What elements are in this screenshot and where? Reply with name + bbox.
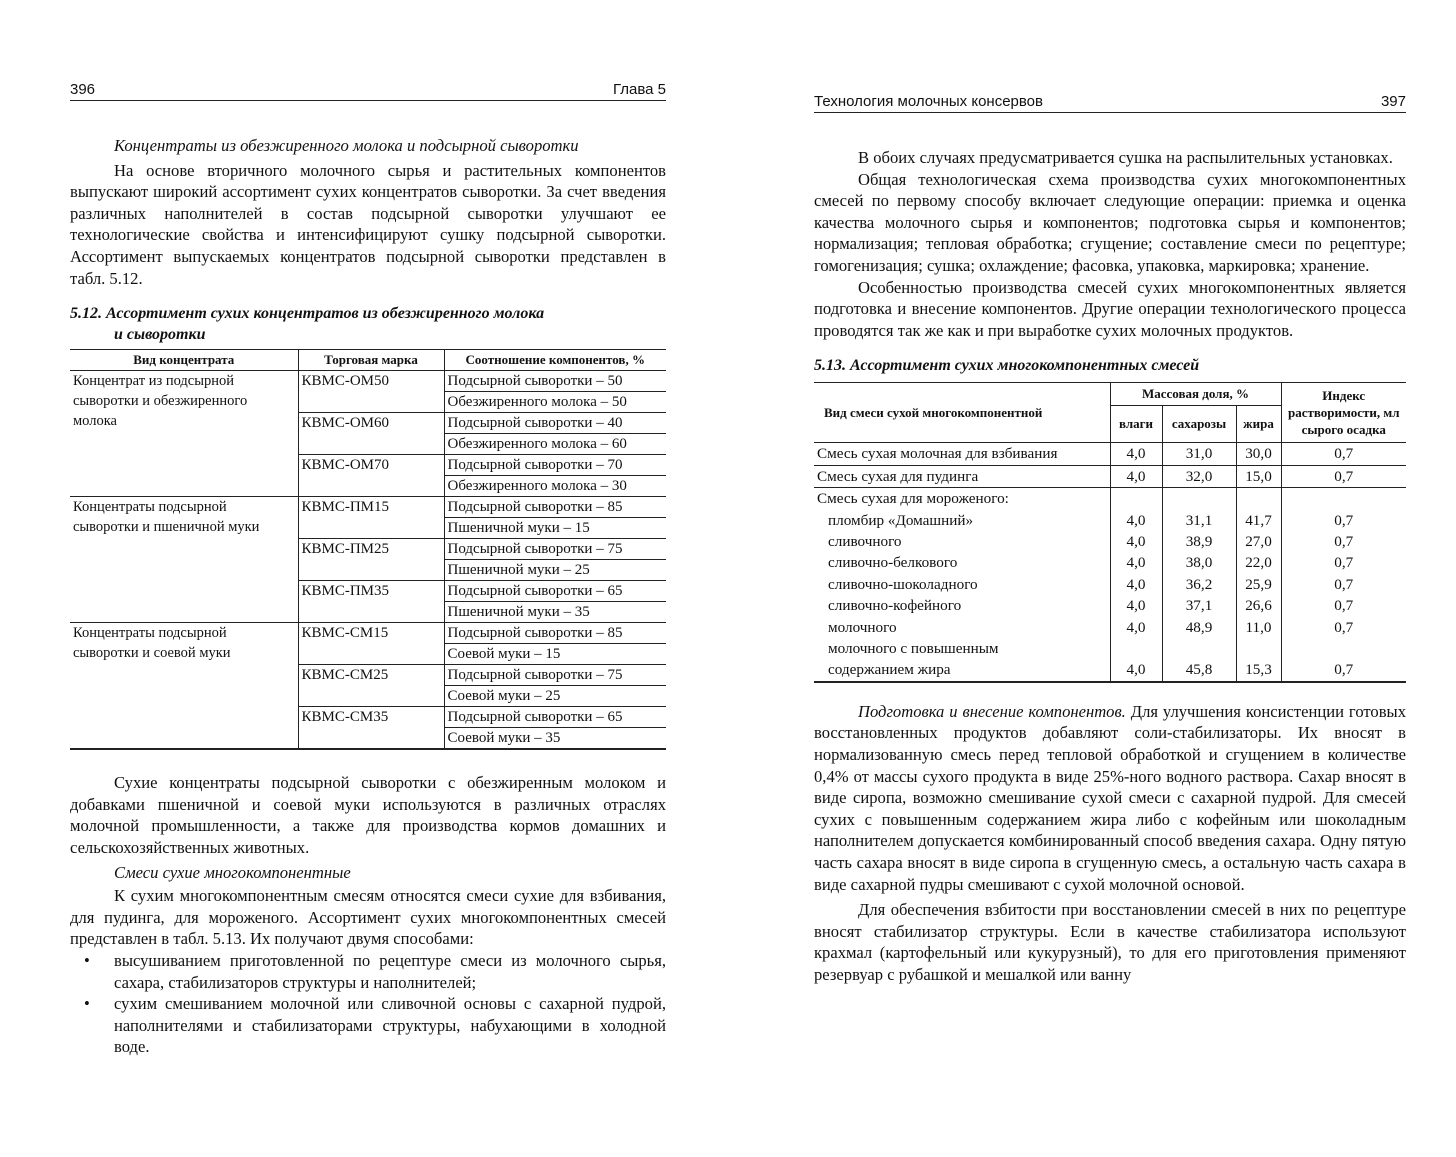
paragraph-scheme: Общая технологическая схема производства сухих многокомпонентных смесей по первому способу включает следующие операции: приемка и оценка качества молочного сырья и компонентов; подготовка сырья и компонентов; нормализация; тепловая обработка; сгущение; составление смеси по рецептуре; гомогенизация; сушка; охлаждение; фасовка, упаковка, маркировка; хранение. [814, 169, 1406, 275]
table-row [814, 510, 1406, 531]
sucrose-value: 38,0 [1162, 552, 1236, 573]
left-running-header [70, 78, 666, 101]
trade-mark: КВМС-ОМ60 [298, 413, 444, 455]
table-row [814, 574, 1406, 595]
list-item: • сухим смешиванием молочной или сливочной основы с сахарной пудрой, наполнителями и стабилизаторами структуры, набухающими в холодной воде. [84, 994, 666, 1057]
left-chapter-title: Глава 5 [612, 81, 666, 98]
fat-value: 27,0 [1236, 531, 1281, 552]
sucrose-value: 48,9 [1162, 617, 1236, 638]
methods-list [70, 950, 666, 1058]
sucrose-value: 32,0 [1162, 465, 1236, 487]
mix-name: сливочно-белкового [828, 554, 958, 572]
table-row [814, 465, 1406, 487]
paragraph-concentrates: На основе вторичного молочного сырья и растительных компонентов выпускают широкий ассортимент сухих концентратов сыворотки. За счет введения различных наполнителей в состав подсырной сыворотки улучшают ее технологические свойства и интенсифицируют сушку подсырной сыворотки. Ассортимент выпускаемых концентратов подсырной сыворотки представлен в табл. 5.12. [70, 160, 666, 288]
sucrose-value: 31,0 [1162, 443, 1236, 465]
col-header-mass-fraction: Массовая доля, % [1110, 383, 1281, 406]
solubility-value: 0,7 [1281, 574, 1406, 595]
paragraph-components-lead: Подготовка и внесение компонентов. [858, 701, 1126, 721]
col-header-moisture: влаги [1110, 406, 1162, 443]
component-ratio: Подсырной сыворотки – 40 Обезжиренного молока – 60 [444, 413, 666, 455]
mix-name: молочного с повышенным содержанием жира [828, 640, 999, 679]
solubility-value: 0,7 [1281, 465, 1406, 487]
moisture-value: 4,0 [1110, 595, 1162, 616]
fat-value: 25,9 [1236, 574, 1281, 595]
paragraph-whipping: Для обеспечения взбитости при восстановлении смесей в них по рецептуре вносят стабилизатор структуры. Если в качестве стабилизатора используют крахмал (картофельный или кукурузный), то для его приготовления применяют резервуар с рубашкой и мешалкой или ванну [814, 900, 1406, 984]
component-ratio: Подсырной сыворотки – 85 Пшеничной муки – 15 [444, 497, 666, 539]
concentrate-kind: Концентрат из подсырной сыворотки и обезжиренного молока [70, 371, 298, 497]
col-header-kind: Вид концентрата [70, 350, 298, 371]
component-ratio: Подсырной сыворотки – 75 Пшеничной муки – 25 [444, 539, 666, 581]
sucrose-value: 45,8 [1162, 638, 1236, 682]
solubility-value: 0,7 [1281, 510, 1406, 531]
mix-name: сливочно-шоколадного [828, 575, 978, 593]
bullet-icon: • [84, 994, 90, 1014]
fat-value: 26,6 [1236, 595, 1281, 616]
table-513 [814, 382, 1406, 682]
col-header-ratio: Соотношение компонентов, % [444, 350, 666, 371]
paragraph-mixes: К сухим многокомпонентным смесям относятся смеси сухие для взбивания, для пудинга, для мороженого. Ассортимент сухих многокомпонентных смесей представлен в табл. 5.13. Их получают двумя способами: [70, 886, 666, 949]
table-row [70, 371, 666, 413]
mix-name: пломбир «Домашний» [828, 511, 974, 529]
table-512-caption-line2: и сыворотки [114, 326, 206, 344]
moisture-value: 4,0 [1110, 531, 1162, 552]
left-page-number: 396 [70, 81, 96, 98]
col-header-fat: жира [1236, 406, 1281, 443]
component-ratio: Подсырной сыворотки – 65 Соевой муки – 35 [444, 707, 666, 750]
table-513-caption: 5.13. Ассортимент сухих многокомпонентных смесей [814, 357, 1200, 375]
moisture-value: 4,0 [1110, 465, 1162, 487]
mix-name: Смесь сухая для пудинга [814, 465, 1110, 487]
col-header-solubility: Индекс растворимости, мл сырого осадка [1281, 383, 1406, 443]
table-row [814, 595, 1406, 616]
mix-name: Смесь сухая молочная для взбивания [814, 443, 1110, 465]
fat-value: 15,0 [1236, 465, 1281, 487]
right-page-number: 397 [1380, 93, 1406, 110]
trade-mark: КВМС-ПМ15 [298, 497, 444, 539]
trade-mark: КВМС-СМ35 [298, 707, 444, 750]
trade-mark: КВМС-СМ15 [298, 623, 444, 665]
sucrose-value: 38,9 [1162, 531, 1236, 552]
trade-mark: КВМС-ОМ70 [298, 455, 444, 497]
moisture-value: 4,0 [1110, 552, 1162, 573]
list-item: • высушиванием приготовленной по рецептуре смеси из молочного сырья, сахара, стабилизаторов структуры и наполнителей; [84, 950, 666, 992]
table-row [814, 617, 1406, 638]
solubility-value: 0,7 [1281, 595, 1406, 616]
moisture-value: 4,0 [1110, 510, 1162, 531]
col-header-mark: Торговая марка [298, 350, 444, 371]
solubility-value: 0,7 [1281, 552, 1406, 573]
paragraph-feature: Особенностью производства смесей сухих многокомпонентных является подготовка и внесение компонентов. Другие операции технологического процесса проводятся так же как и при выработке сухих молочных продуктов. [814, 277, 1406, 340]
fat-value: 15,3 [1236, 638, 1281, 682]
paragraph-uses: Сухие концентраты подсырной сыворотки с обезжиренным молоком и добавками пшеничной и соевой муки используются в различных отраслях молочной промышленности, а также для производства кормов домашних и сельскохозяйственных животных. [70, 773, 666, 857]
col-header-sucrose: сахарозы [1162, 406, 1236, 443]
mix-name: сливочного [828, 532, 902, 550]
solubility-value: 0,7 [1281, 638, 1406, 682]
table-row [814, 552, 1406, 573]
paragraph-components: Подготовка и внесение компонентов. Для улучшения консистенции готовых восстановленных продуктов добавляют соли-стабилизаторы. Их вносят в нормализованную смесь перед тепловой обработкой и сгущением в количестве 0,4% от массы сухого продукта в виде 25%-ного водного раствора. Сахар вносят в виде сиропа, возможно смешивание сухой смеси с сахарной пудрой. Для смесей сухих с повышенным содержанием жира либо с кофейным или шоколадным наполнителем допускается комбинированный способ введения сахара. Одну пятую часть сахара вносят в виде сиропа в сгущенную смесь, а остальную часть сахара в виде сахарной пудры смешивают с сухой молочной основой. [814, 701, 1407, 894]
concentrate-kind: Концентраты подсырной сыворотки и соевой муки [70, 623, 298, 750]
table-row [814, 638, 1406, 682]
trade-mark: КВМС-ПМ35 [298, 581, 444, 623]
table-row [70, 623, 666, 665]
mix-name: сливочно-кофейного [828, 597, 962, 615]
bullet-icon: • [84, 950, 90, 970]
sucrose-value: 36,2 [1162, 574, 1236, 595]
table-row [814, 443, 1406, 465]
table-row [814, 531, 1406, 552]
trade-mark: КВМС-СМ25 [298, 665, 444, 707]
right-chapter-title: Технология молочных консервов [814, 93, 1043, 110]
component-ratio: Подсырной сыворотки – 70 Обезжиренного молока – 30 [444, 455, 666, 497]
paragraph-drying: В обоих случаях предусматривается сушка на распылительных установках. [858, 148, 1393, 167]
mix-group-title: Смесь сухая для мороженого: [817, 490, 1009, 508]
sucrose-value: 31,1 [1162, 510, 1236, 531]
component-ratio: Подсырной сыворотки – 65 Пшеничной муки – 35 [444, 581, 666, 623]
fat-value: 41,7 [1236, 510, 1281, 531]
solubility-value: 0,7 [1281, 617, 1406, 638]
component-ratio: Подсырной сыворотки – 85 Соевой муки – 15 [444, 623, 666, 665]
fat-value: 22,0 [1236, 552, 1281, 573]
fat-value: 30,0 [1236, 443, 1281, 465]
moisture-value: 4,0 [1110, 574, 1162, 595]
table-row [70, 497, 666, 539]
sucrose-value: 37,1 [1162, 595, 1236, 616]
right-running-header [814, 90, 1406, 113]
trade-mark: КВМС-ПМ25 [298, 539, 444, 581]
moisture-value: 4,0 [1110, 443, 1162, 465]
moisture-value: 4,0 [1110, 638, 1162, 682]
solubility-value: 0,7 [1281, 443, 1406, 465]
col-header-mix-kind: Вид смеси сухой многокомпонентной [814, 383, 1110, 443]
table-512-caption-line1: 5.12. Ассортимент сухих концентратов из обезжиренного молока [70, 305, 545, 323]
table-row [814, 488, 1406, 510]
subhead-mixes: Смеси сухие многокомпонентные [114, 862, 351, 882]
subhead-concentrates: Концентраты из обезжиренного молока и подсырной сыворотки [114, 136, 579, 155]
left-page [70, 78, 666, 1058]
component-ratio: Подсырной сыворотки – 50 Обезжиренного молока – 50 [444, 371, 666, 413]
solubility-value: 0,7 [1281, 531, 1406, 552]
concentrate-kind: Концентраты подсырной сыворотки и пшеничной муки [70, 497, 298, 623]
table-512-caption [70, 303, 666, 345]
table-512 [70, 349, 666, 750]
right-page [814, 78, 1406, 986]
moisture-value: 4,0 [1110, 617, 1162, 638]
mix-name: молочного [828, 618, 897, 636]
trade-mark: КВМС-ОМ50 [298, 371, 444, 413]
fat-value: 11,0 [1236, 617, 1281, 638]
component-ratio: Подсырной сыворотки – 75 Соевой муки – 25 [444, 665, 666, 707]
